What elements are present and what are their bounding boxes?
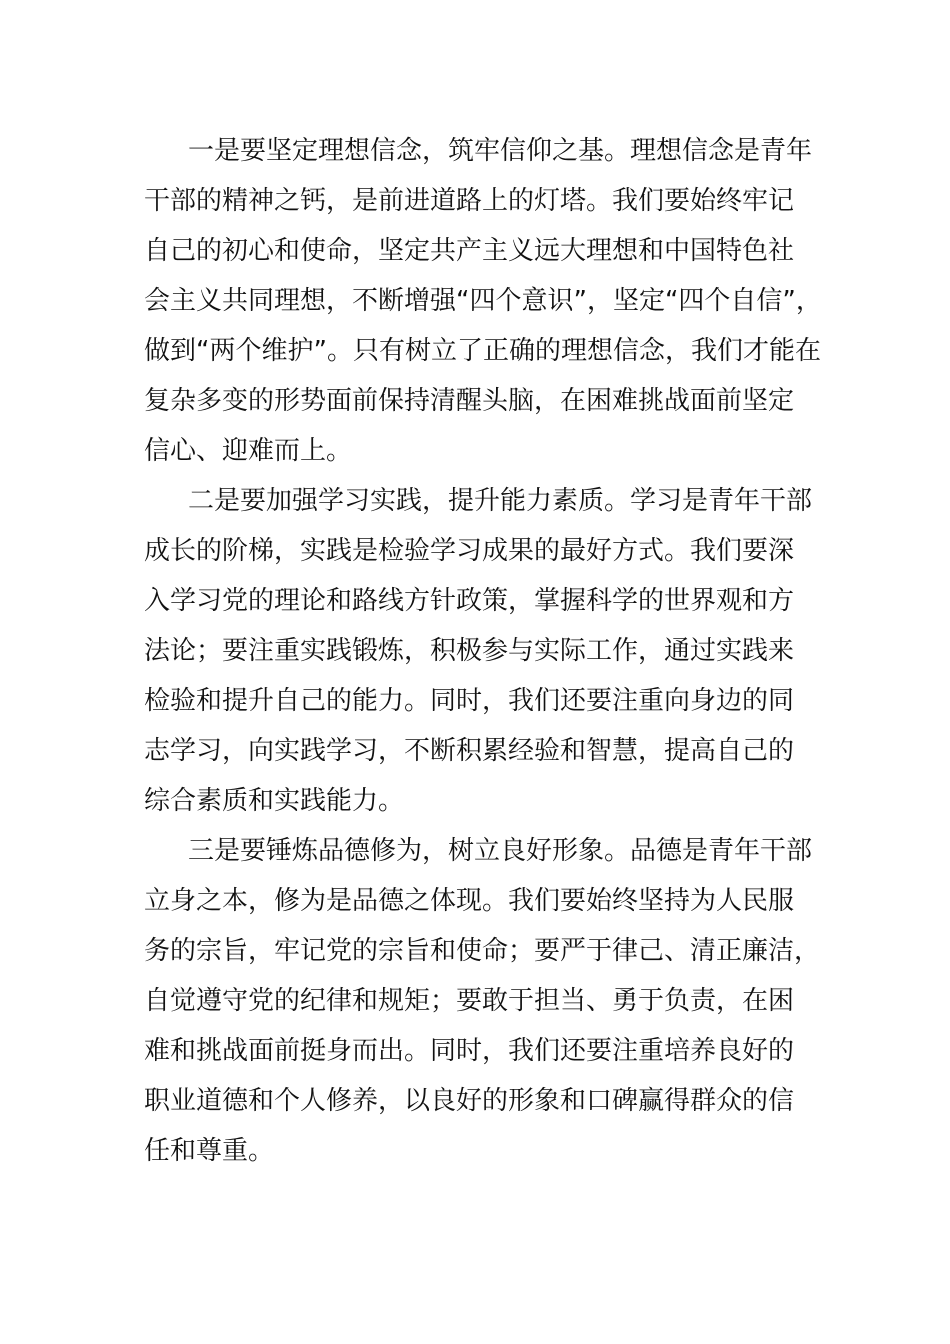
paragraph-line: 做到“两个维护”。只有树立了正确的理想信念，我们才能在 bbox=[144, 336, 821, 366]
paragraph-line: 自己的初心和使命，坚定共产主义远大理想和中国特色社 bbox=[144, 236, 795, 266]
paragraph-line: 信心、迎难而上。 bbox=[144, 436, 353, 466]
paragraph-line: 检验和提升自己的能力。同时，我们还要注重向身边的同 bbox=[144, 686, 795, 716]
paragraph-line: 志学习，向实践学习，不断积累经验和智慧，提高自己的 bbox=[144, 736, 795, 766]
document-body bbox=[144, 126, 822, 1176]
paragraph-line: 成长的阶梯，实践是检验学习成果的最好方式。我们要深 bbox=[144, 536, 795, 566]
paragraph-2 bbox=[144, 476, 813, 826]
paragraph-line: 任和尊重。 bbox=[144, 1136, 275, 1166]
paragraph-line: 务的宗旨，牢记党的宗旨和使命；要严于律己、清正廉洁， bbox=[144, 936, 821, 966]
paragraph-line: 一是要坚定理想信念，筑牢信仰之基。理想信念是青年 bbox=[188, 136, 813, 166]
paragraph-line: 三是要锤炼品德修为，树立良好形象。品德是青年干部 bbox=[188, 836, 813, 866]
paragraph-line: 入学习党的理论和路线方针政策，掌握科学的世界观和方 bbox=[144, 586, 795, 616]
paragraph-line: 干部的精神之钙，是前进道路上的灯塔。我们要始终牢记 bbox=[144, 186, 795, 216]
paragraph-line: 法论；要注重实践锻炼，积极参与实际工作，通过实践来 bbox=[144, 636, 795, 666]
paragraph-line: 难和挑战面前挺身而出。同时，我们还要注重培养良好的 bbox=[144, 1036, 795, 1066]
paragraph-line: 会主义共同理想，不断增强“四个意识”，坚定“四个自信”， bbox=[144, 286, 822, 316]
paragraph-line: 二是要加强学习实践，提升能力素质。学习是青年干部 bbox=[188, 486, 813, 516]
paragraph-line: 立身之本，修为是品德之体现。我们要始终坚持为人民服 bbox=[144, 886, 795, 916]
paragraph-line: 自觉遵守党的纪律和规矩；要敢于担当、勇于负责，在困 bbox=[144, 986, 795, 1016]
paragraph-line: 复杂多变的形势面前保持清醒头脑，在困难挑战面前坚定 bbox=[144, 386, 795, 416]
paragraph-1 bbox=[144, 126, 822, 476]
paragraph-line: 职业道德和个人修养，以良好的形象和口碑赢得群众的信 bbox=[144, 1086, 795, 1116]
paragraph-3 bbox=[144, 826, 821, 1176]
paragraph-line: 综合素质和实践能力。 bbox=[144, 786, 405, 816]
